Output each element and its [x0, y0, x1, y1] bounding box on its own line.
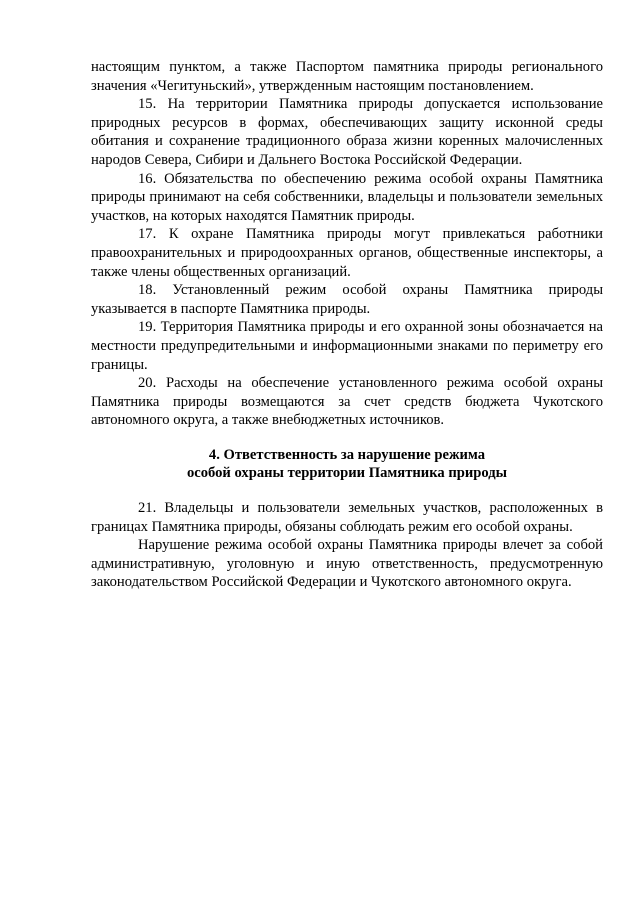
paragraph-item-20: 20. Расходы на обеспечение установленного режима особой охраны Памятника природы возмещаются за счет средств бюджета Чукотского автономного округа, а также внебюджетных источников.	[91, 375, 603, 429]
paragraph-item-18: 18. Установленный режим особой охраны Памятника природы указывается в паспорте Памятника природы.	[91, 282, 603, 317]
paragraph-item-21: 21. Владельцы и пользователи земельных участков, расположенных в границах Памятника природы, обязаны соблюдать режим его особой охраны.	[91, 500, 603, 535]
paragraph-liability: Нарушение режима особой охраны Памятника природы влечет за собой административную, уголовную и иную ответственность, предусмотренную законодательством Российской Федерации и Чукотского автономного округа.	[91, 537, 603, 591]
paragraph-item-17: 17. К охране Памятника природы могут привлекаться работники правоохранительных и природоохранных органов, общественные инспекторы, а также члены общественных организаций.	[91, 226, 603, 280]
paragraph-item-15: 15. На территории Памятника природы допускается использование природных ресурсов в формах, обеспечивающих защиту исконной среды обитания и сохранение традиционного образа жизни коренных малочисленных народов Севера, Сибири и Дальнего Востока Российской Федерации.	[91, 96, 603, 168]
section-heading-line-1: 4. Ответственность за нарушение режима	[208, 446, 486, 463]
section-heading-line-2: особой охраны территории Памятника природы	[186, 465, 508, 482]
paragraph-item-19: 19. Территория Памятника природы и его охранной зоны обозначается на местности предупредительными и информационными знаками по периметру его границы.	[91, 319, 603, 373]
document-body	[91, 58, 603, 592]
paragraph-item-16: 16. Обязательства по обеспечению режима особой охраны Памятника природы принимают на себя собственники, владельцы и пользователи земельных участков, на которых находятся Памятник природы.	[91, 170, 603, 224]
section-heading	[91, 446, 603, 483]
paragraph-continuation: настоящим пунктом, а также Паспортом памятника природы регионального значения «Чегитуньский», утвержденным настоящим постановлением.	[91, 59, 603, 94]
